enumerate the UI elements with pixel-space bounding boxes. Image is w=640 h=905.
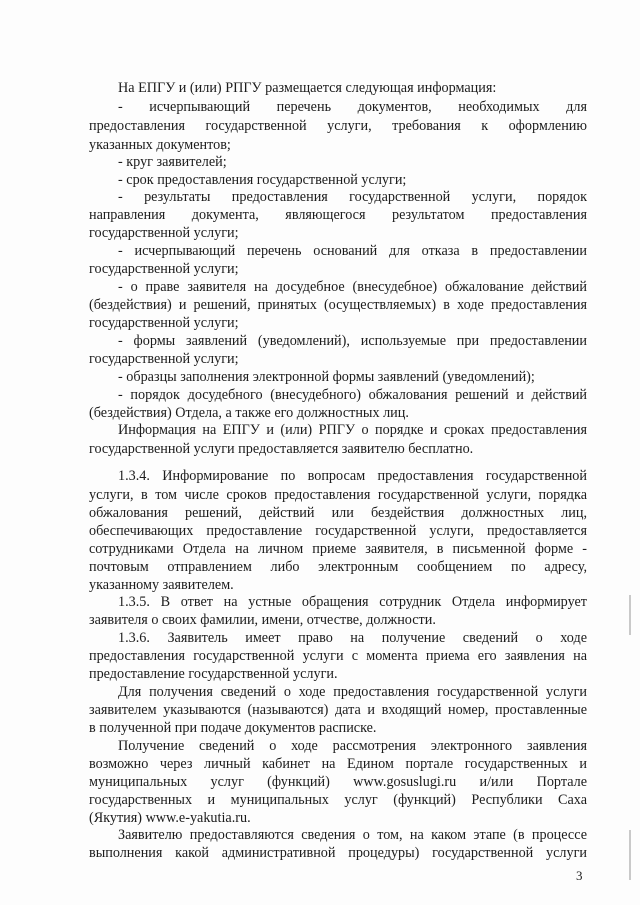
text-line: государственной услуги;: [89, 351, 239, 367]
text-line: направления документа, являющегося результатом предоставления: [89, 207, 587, 223]
text-line: сотрудниками Отдела на личном приеме заявителя, в письменной форме -: [89, 541, 587, 557]
text-line: 1.3.4. Информирование по вопросам предоставления государственной: [118, 468, 587, 484]
text-line: Информация на ЕПГУ и (или) РПГУ о порядке и сроках предоставления: [118, 422, 587, 438]
text-line: - исчерпывающий перечень документов, необходимых для: [118, 99, 587, 115]
text-line: - круг заявителей;: [118, 154, 227, 170]
text-line: (бездействия) Отдела, а также его должностных лиц.: [89, 405, 409, 421]
text-line: государственной услуги;: [89, 261, 239, 277]
text-line: услуги, в том числе сроков предоставления государственной услуги, порядка: [89, 487, 587, 503]
text-line: 1.3.5. В ответ на устные обращения сотрудник Отдела информирует: [118, 594, 587, 610]
text-line: выполнения какой административной процедуры) государственной услуги: [89, 845, 587, 861]
text-line: государственной услуги;: [89, 225, 239, 241]
text-line: государственной услуги;: [89, 315, 239, 331]
text-line: Получение сведений о ходе рассмотрения электронного заявления: [118, 738, 587, 754]
text-line: (Якутия) www.e-yakutia.ru.: [89, 810, 251, 826]
text-line: заявителя о своих фамилии, имени, отчестве, должности.: [89, 612, 436, 628]
text-line: государственных и муниципальных услуг (функций) Республики Саха: [89, 792, 587, 808]
text-line: На ЕПГУ и (или) РПГУ размещается следующая информация:: [118, 80, 497, 96]
text-line: - о праве заявителя на досудебное (внесудебное) обжалование действий: [118, 279, 587, 295]
text-line: Для получения сведений о ходе предоставления государственной услуги: [118, 684, 587, 700]
text-line: (бездействия) и решений, принятых (осуществляемых) в ходе предоставления: [89, 297, 587, 313]
scan-artifact: [629, 830, 631, 880]
text-line: обеспечивающих предоставление государственной услуги, предоставляется: [89, 523, 587, 539]
scan-artifact: [629, 595, 631, 635]
text-line: предоставления государственной услуги с момента приема его заявления на: [89, 648, 587, 664]
page-number: 3: [576, 868, 583, 883]
text-line: указанных документов;: [89, 137, 231, 153]
text-line: предоставление государственной услуги.: [89, 666, 338, 682]
text-line: муниципальных услуг (функций) www.gosuslugi.ru и/или Портале: [89, 774, 587, 790]
text-line: заявителем указываются (называются) дата и входящий номер, проставленные: [89, 702, 587, 718]
text-line: почтовым отправлением либо электронным сообщением по адресу,: [89, 559, 587, 575]
text-line: обжалования решений, действий или бездействия должностных лиц,: [89, 505, 587, 521]
text-line: государственной услуги предоставляется заявителю бесплатно.: [89, 441, 474, 457]
text-line: возможно через личный кабинет на Едином портале государственных и: [89, 756, 587, 772]
text-line: предоставления государственной услуги, требования к оформлению: [89, 118, 587, 134]
text-line: 1.3.6. Заявитель имеет право на получение сведений о ходе: [118, 630, 587, 646]
text-line: - порядок досудебного (внесудебного) обжалования решений и действий: [118, 387, 587, 403]
text-line: - исчерпывающий перечень оснований для отказа в предоставлении: [118, 243, 587, 259]
text-line: - формы заявлений (уведомлений), используемые при предоставлении: [118, 333, 587, 349]
text-line: - образцы заполнения электронной формы заявлений (уведомлений);: [118, 369, 535, 385]
text-line: - срок предоставления государственной услуги;: [118, 172, 407, 188]
text-line: в полученной при подаче документов расписке.: [89, 720, 377, 736]
text-line: Заявителю предоставляются сведения о том, на каком этапе (в процессе: [118, 827, 587, 843]
text-line: - результаты предоставления государственной услуги, порядок: [118, 189, 587, 205]
text-line: указанному заявителем.: [89, 577, 234, 593]
